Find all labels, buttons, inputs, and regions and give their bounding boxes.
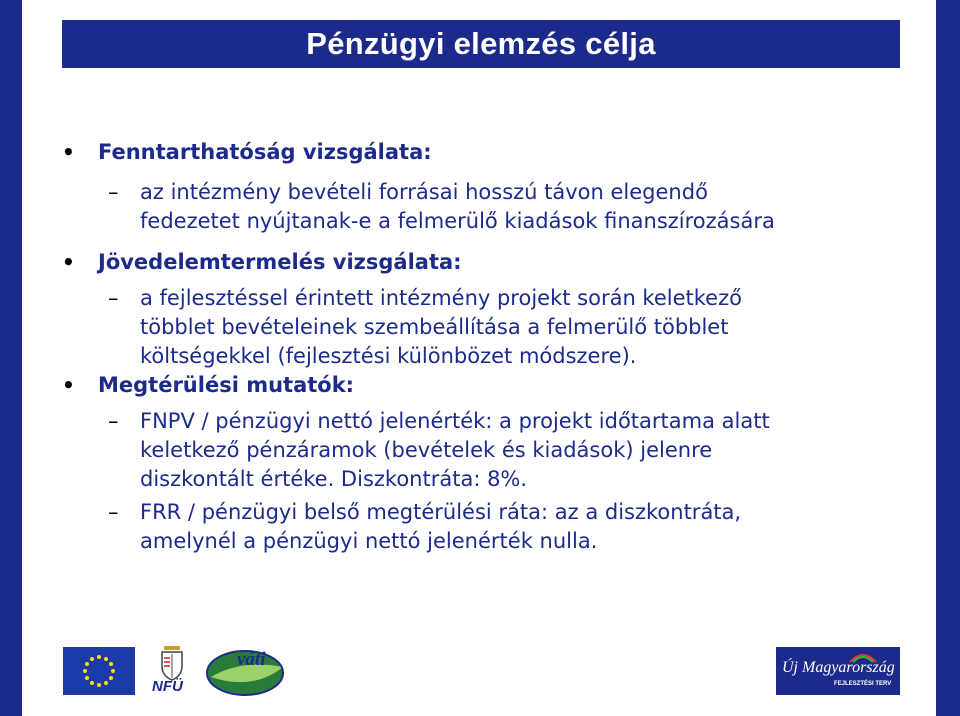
- bullet-icon: •: [62, 250, 75, 274]
- section-heading: • Megtérülési mutatók:: [62, 373, 355, 397]
- nfu-logo: [148, 642, 196, 698]
- bullet-icon: •: [62, 140, 75, 164]
- eu-stars-icon: [63, 647, 135, 695]
- section-fenntarthatosag: [60, 140, 900, 236]
- sub-item: – a fejlesztéssel érintett intézmény projekt során keletkező többlet bevételeinek szembeállítása a felmerülő többlet költségekkel (fejlesztési különbözet módszere).: [108, 286, 742, 368]
- uj-magyarorszag-logo: [776, 647, 900, 695]
- right-accent-bar: [936, 0, 960, 716]
- sub-item: – FRR / pénzügyi belső megtérülési ráta: az a diszkontráta, amelynél a pénzügyi nettó jelenérték nulla.: [108, 500, 742, 553]
- bullet-icon: •: [62, 373, 75, 397]
- sub-item: – FNPV / pénzügyi nettó jelenérték: a projekt időtartama alatt keletkező pénzáramok (bevételek és kiadások) jelenre diszkontált értéke. Diszkontráta: 8%.: [108, 409, 770, 491]
- rainbow-arc-icon: [848, 649, 878, 663]
- sub-item: – az intézmény bevételi forrásai hosszú távon elegendő fedezetet nyújtanak-e a felmerülő kiadások finanszírozására: [108, 180, 775, 233]
- slide-content: [60, 140, 900, 556]
- nfu-logo-text: NFÜ: [152, 678, 183, 695]
- left-accent-bar: [0, 0, 22, 716]
- slide-title: Pénzügyi elemzés célja: [62, 20, 900, 68]
- dash-icon: –: [108, 409, 119, 433]
- section-megterulesi: [60, 373, 900, 556]
- section-jovedelemtermeles: [60, 250, 900, 371]
- vati-logo-text: váti: [237, 649, 266, 670]
- section-heading: • Jövedelemtermelés vizsgálata:: [62, 250, 462, 274]
- eu-flag-logo: [63, 647, 135, 695]
- dash-icon: –: [108, 500, 119, 524]
- ujm-logo-text: Új Magyarország: [782, 659, 895, 676]
- dash-icon: –: [108, 286, 119, 310]
- dash-icon: –: [108, 180, 119, 204]
- vati-logo: [205, 645, 287, 697]
- ujm-logo-subtext: FEJLESZTÉSI TERV: [834, 681, 892, 687]
- section-heading: • Fenntarthatóság vizsgálata:: [62, 140, 432, 164]
